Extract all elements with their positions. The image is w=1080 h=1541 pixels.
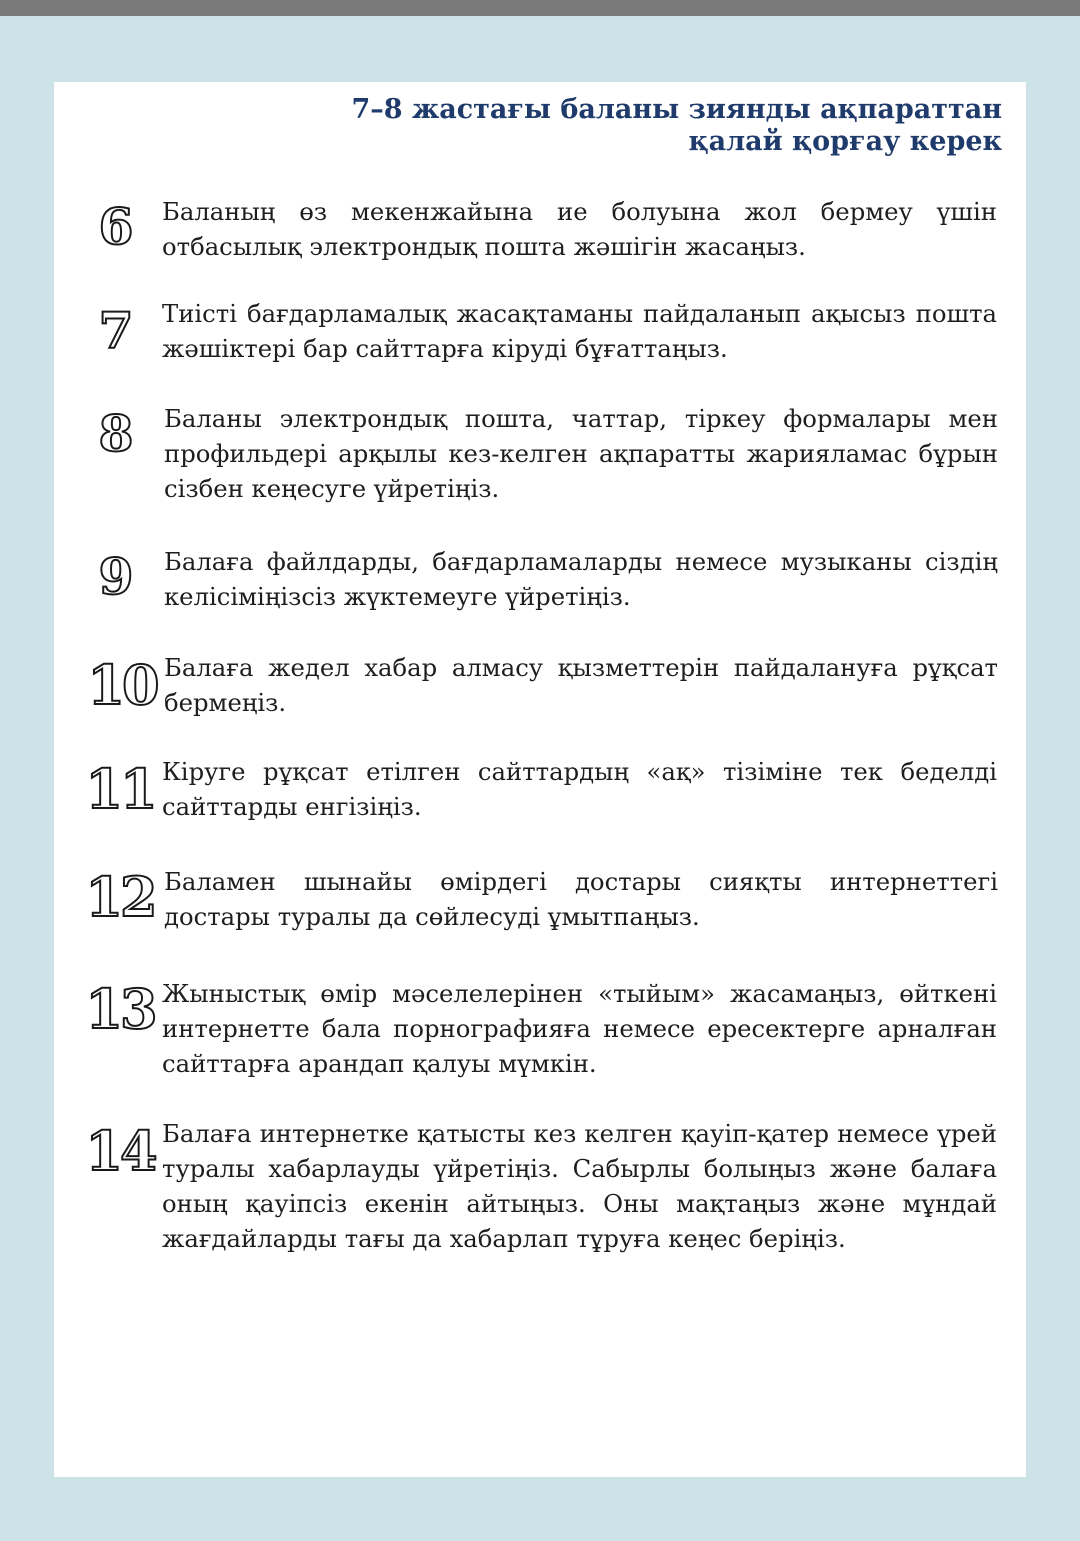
- item-text: Баланың өз мекенжайына ие болуына жол бермеу үшін отбасылық электрондық пошта жәшігін жасаңыз.: [162, 197, 997, 261]
- item-text: Балаға интернетке қатысты кез келген қауіп-қатер немесе үрей туралы хабарлауды үйретіңіз. Сабырлы болыңыз және балаға оның қауіпсіз екенін айтыңыз. Оны мақтаңыз және мұндай жағдайларды тағы да хабарлап тұруға кеңес беріңіз.: [162, 1119, 997, 1253]
- item-text: Жыныстық өмір мәселелерінен «тыйым» жасамаңыз, өйткені интернетте бала порнографияға немесе ересектерге арналған сайттарға арандап қалуы мүмкін.: [162, 979, 997, 1078]
- document-page: [54, 82, 1026, 1477]
- title-line-1: 7–8 жастағы баланы зиянды ақпараттан: [351, 94, 1002, 125]
- item-number: 10: [87, 653, 157, 717]
- top-bar: [0, 0, 1080, 16]
- item-number: 7: [98, 301, 130, 360]
- item-number: 11: [85, 757, 155, 821]
- item-text: Баланы электрондық пошта, чаттар, тіркеу формалары мен профильдері арқылы кез-келген ақпаратты жарияламас бұрын сізбен кеңесуге үйретіңіз.: [164, 404, 998, 503]
- item-number: 14: [85, 1119, 155, 1183]
- item-number: 8: [98, 404, 130, 463]
- item-text: Тиісті бағдарламалық жасақтаманы пайдаланып ақысыз пошта жәшіктері бар сайттарға кіруді бұғаттаңыз.: [162, 299, 997, 363]
- item-number: 9: [98, 547, 130, 606]
- item-number: 13: [85, 977, 155, 1041]
- item-number: 12: [85, 865, 155, 929]
- item-text: Балаға жедел хабар алмасу қызметтерін пайдалануға рұқсат бермеңіз.: [164, 653, 998, 717]
- item-text: Баламен шынайы өмірдегі достары сияқты интернеттегі достары туралы да сөйлесуді ұмытпаңыз.: [164, 867, 998, 931]
- item-text: Балаға файлдарды, бағдарламаларды немесе музыканы сіздің келісіміңізсіз жүктемеуге үйретіңіз.: [164, 547, 998, 611]
- page-title: [351, 94, 1002, 158]
- title-line-2: қалай қорғау керек: [688, 126, 1002, 157]
- item-text: Кіруге рұқсат етілген сайттардың «ақ» тізіміне тек беделді сайттарды енгізіңіз.: [162, 757, 997, 821]
- item-number: 6: [98, 197, 130, 256]
